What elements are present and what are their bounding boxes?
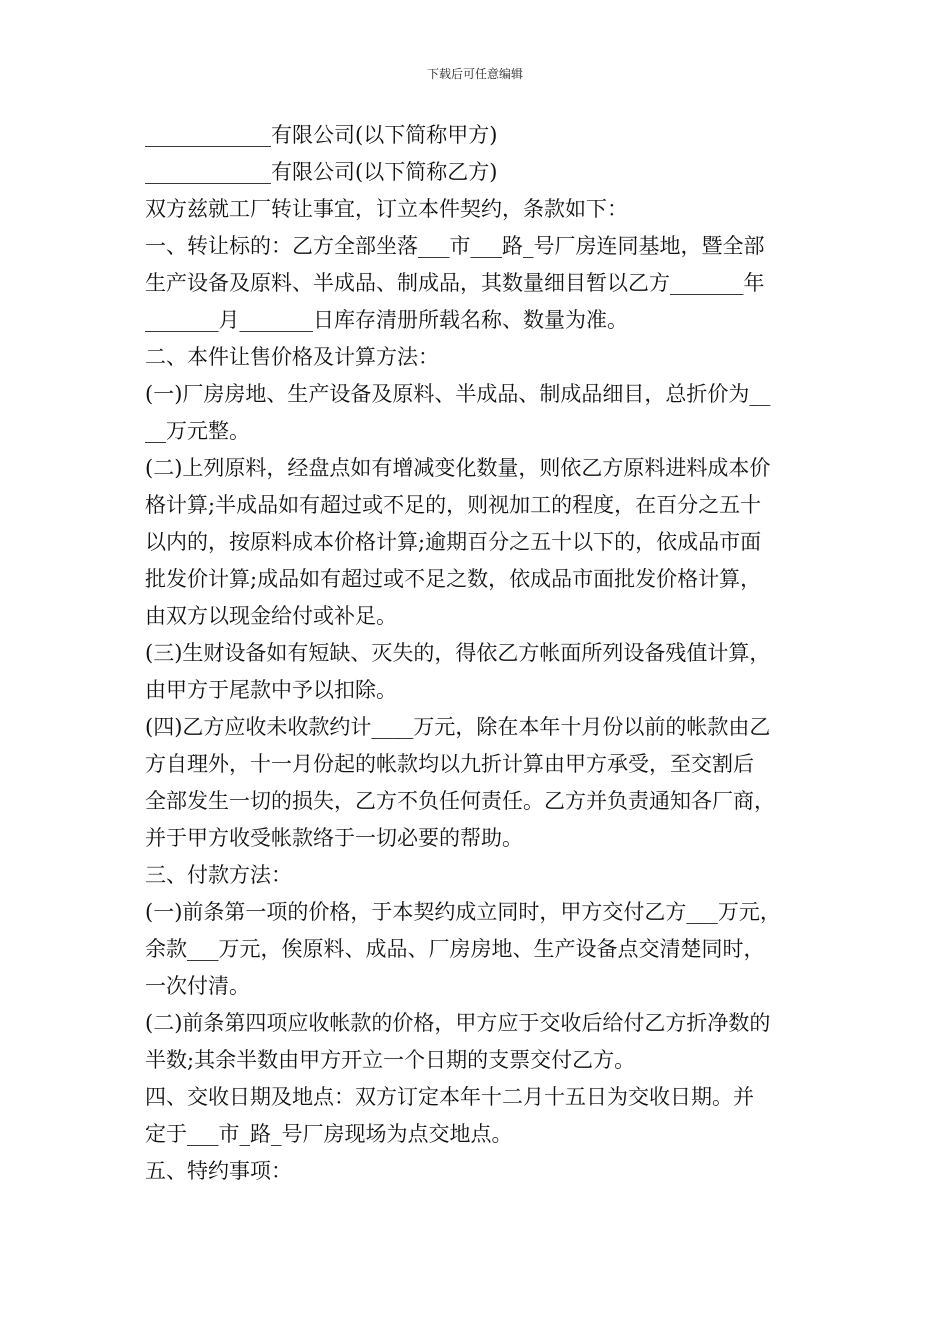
clause-2-item-4-line: 全部发生一切的损失，乙方不负任何责任。乙方并负责通知各厂商， xyxy=(145,789,775,813)
page-header-note: 下载后可任意编辑 xyxy=(426,67,523,81)
clause-2-item-1-line: (一)厂房房地、生产设备及原料、半成品、制成品细目，总折价为__ xyxy=(145,382,771,406)
clause-4-line: 四、交收日期及地点：双方订定本年十二月十五日为交收日期。并 xyxy=(145,1085,754,1109)
party-b-line: ____________有限公司(以下简称乙方) xyxy=(145,160,498,184)
clause-1-line: _______月_______日库存清册所载名称、数量为准。 xyxy=(145,308,628,332)
clause-4-line: 定于___市_路_号厂房现场为点交地点。 xyxy=(145,1122,513,1146)
clause-3-item-1-line: 余款___万元，俟原料、成品、厂房房地、生产设备点交清楚同时， xyxy=(145,937,765,961)
clause-2-item-2-line: (二)上列原料，经盘点如有增减变化数量，则依乙方原料进料成本价 xyxy=(145,456,771,480)
clause-2-item-4-line: 并于甲方收受帐款络于一切必要的帮助。 xyxy=(145,826,523,850)
clause-1-line: 一、转让标的：乙方全部坐落___市___路_号厂房连同基地，暨全部 xyxy=(145,234,765,258)
clause-2-item-2-line: 以内的，按原料成本价格计算;逾期百分之五十以下的，依成品市面 xyxy=(145,530,762,554)
clause-5-heading: 五、特约事项： xyxy=(145,1159,292,1183)
preamble-line: 双方兹就工厂转让事宜，订立本件契约，条款如下： xyxy=(145,197,628,221)
clause-3-item-2-line: 半数;其余半数由甲方开立一个日期的支票交付乙方。 xyxy=(145,1048,636,1072)
clause-3-heading: 三、付款方法： xyxy=(145,863,292,887)
clause-2-item-2-line: 由双方以现金给付或补足。 xyxy=(145,604,397,628)
clause-2-item-3-line: 由甲方于尾款中予以扣除。 xyxy=(145,678,397,702)
clause-3-item-1-line: 一次付清。 xyxy=(145,974,250,998)
clause-3-item-1-line: (一)前条第一项的价格，于本契约成立同时，甲方交付乙方___万元， xyxy=(145,900,781,924)
clause-2-item-3-line: (三)生财设备如有短缺、灭失的，得依乙方帐面所列设备残值计算， xyxy=(145,641,771,665)
clause-2-item-2-line: 格计算;半成品如有超过或不足的，则视加工的程度，在百分之五十 xyxy=(145,493,762,517)
clause-3-item-2-line: (二)前条第四项应收帐款的价格，甲方应于交收后给付乙方折净数的 xyxy=(145,1011,771,1035)
contract-body xyxy=(145,117,825,1190)
clause-1-line: 生产设备及原料、半成品、制成品，其数量细目暂以乙方_______年 xyxy=(145,271,765,295)
clause-2-item-2-line: 批发价计算;成品如有超过或不足之数，依成品市面批发价格计算， xyxy=(145,567,762,591)
clause-2-item-1-line: __万元整。 xyxy=(145,419,250,443)
party-a-line: ____________有限公司(以下简称甲方) xyxy=(145,123,498,147)
clause-2-heading: 二、本件让售价格及计算方法： xyxy=(145,345,439,369)
clause-2-item-4-line: 方自理外，十一月份起的帐款均以九折计算由甲方承受，至交割后 xyxy=(145,752,754,776)
clause-2-item-4-line: (四)乙方应收未收款约计____万元，除在本年十月份以前的帐款由乙 xyxy=(145,715,771,739)
